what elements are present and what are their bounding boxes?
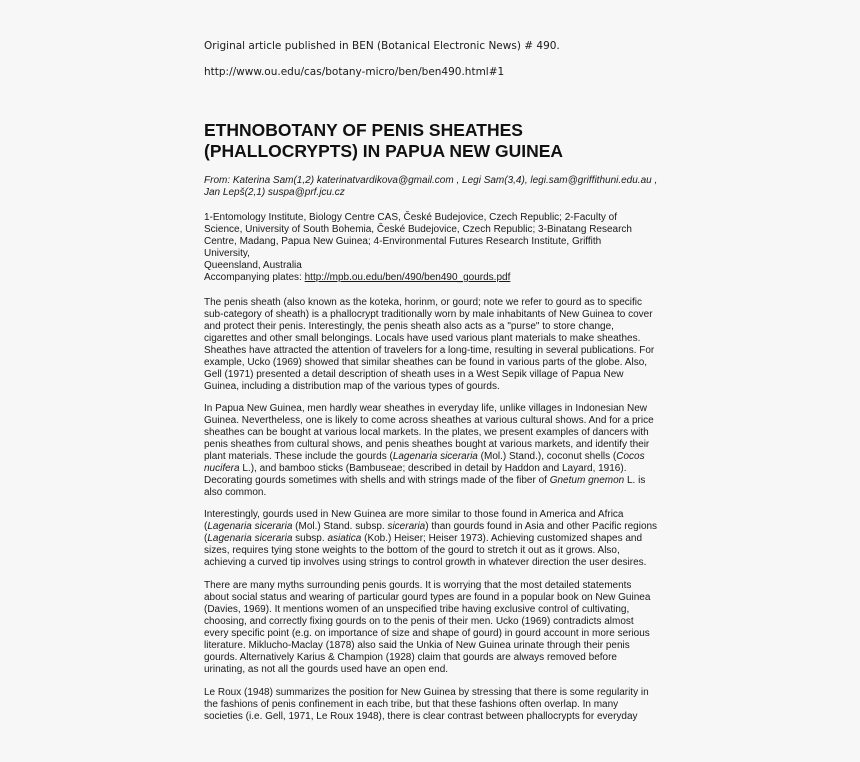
paragraph-line: achieving a curved tip involves using strings to control growth in whatever direction the user desires. [204,557,647,568]
paragraph-line: Guinea, including a distribution map of the various types of gourds. [204,381,500,392]
paragraph-line: about social status and wearing of particular gourd types are found in a popular book on New Guinea [204,592,651,603]
species-name: siceraria [387,521,426,532]
paragraph-line [204,475,654,487]
author-list [204,175,664,199]
paragraph-line: Interestingly, gourds used in New Guinea are more similar to those found in America and Africa [204,509,624,520]
paragraph-line: sizes, requires tying stone weights to the bottom of the gourd to stretch it out as it grows. Also, [204,545,620,556]
text-run: L. is [624,475,646,486]
paragraph-line: gourds. Alternatively Karius & Champion (1928) claim that gourds are always removed before [204,652,617,663]
species-name: Cocos [616,451,645,462]
source-url[interactable]: http://www.ou.edu/cas/botany-micro/ben/ben490.html#1 [204,66,505,78]
text-run: ( [204,521,208,532]
paragraph-3 [204,509,657,569]
source-note: Original article published in BEN (Botanical Electronic News) # 490. [204,40,560,52]
text-run: (Mol.) Stand. subsp. [292,521,388,532]
paragraph-4 [204,580,650,676]
paragraph-line: Guinea. Nevertheless, one is likely to come across sheathes at various cultural shows. And for a price [204,415,654,426]
species-name: Gnetum gnemon [549,475,625,486]
text-run: (Mol.) Stand.), coconut shells ( [477,451,617,462]
affiliation-line-1: 1-Entomology Institute, Biology Centre CAS, České Budejovice, Czech Republic; 2-Faculty of [204,212,617,223]
paragraph-line: example, Ucko (1969) showed that similar sheathes can be found in various parts of the globe. Also, [204,357,648,368]
title-line-2: (PHALLOCRYPTS) IN PAPUA NEW GUINEA [204,141,564,161]
paragraph-line: Gell (1971) presented a detail description of sheath uses in a West Sepik village of Papua New [204,369,624,380]
paragraph-line: Le Roux (1948) summarizes the position for New Guinea by stressing that there is some regularity in [204,687,649,698]
paragraph-line: and protect their penis. Interestingly, the penis sheath also acts as a "purse" to store change, [204,321,614,332]
paragraph-line: choosing, and correctly fixing gourds on to the penis of their men. Ucko (1969) contradicts almost [204,616,634,627]
article-title [204,120,563,162]
paragraph-2 [204,403,654,499]
species-name: nucifera [204,463,240,474]
paragraph-5 [204,687,649,723]
paragraph-line: (Davies, 1969). It mentions women of an unspecified tribe having exclusive control of cultivating, [204,604,630,615]
paragraph-line [204,451,654,463]
title-line-1: ETHNOBOTANY OF PENIS SHEATHES [204,120,523,140]
paragraph-line [204,521,657,533]
paragraph-line: Sheathes have attracted the attention of travelers for a long-time, resulting in several publications. For [204,345,655,356]
paragraph-line [204,533,657,545]
paragraph-line [204,463,654,475]
paragraph-1 [204,297,654,393]
author-line-1: From: Katerina Sam(1,2) katerinatvardikova@gmail.com , Legi Sam(3,4), legi.sam@griffithuni.edu.au , [204,175,658,186]
plates-label: Accompanying plates: [204,272,305,283]
affiliation-line-4: Queensland, Australia [204,260,302,271]
species-name: Lagenaria siceraria [207,521,293,532]
text-run: Decorating gourds sometimes with shells and with strings made of the fiber of [204,475,550,486]
paragraph-line: literature. Miklucho-Maclay (1878) also said the Unkia of New Guinea urinate through their penis [204,640,630,651]
paragraph-line: also common. [204,487,267,498]
paragraph-line: The penis sheath (also known as the koteka, horinm, or gourd; note we refer to gourd as to specific [204,297,643,308]
text-run: (Kob.) Heiser; Heiser 1973). Achieving customized shapes and [361,533,643,544]
author-line-2: Jan Lepš(2,1) suspa@prf.jcu.cz [204,187,345,198]
species-name: asiatica [327,533,362,544]
species-name: Lagenaria siceraria [392,451,478,462]
affiliation-line-3: Centre, Madang, Papua New Guinea; 4-Environmental Futures Research Institute, Griffith University, [204,236,602,259]
accompanying-plates [204,272,510,284]
paragraph-line: sub-category of sheath) is a phallocrypt traditionally worn by male inhabitants of New Guinea to cover [204,309,653,320]
text-run: ) than gourds found in Asia and other Pacific regions [425,521,658,532]
paragraph-line: societies (i.e. Gell, 1971, Le Roux 1948), there is clear contrast between phallocrypts for everyday [204,711,638,722]
paragraph-line: penis sheathes from cultural shows, and penis sheathes bought at various markets, and identify their [204,439,650,450]
plates-link[interactable]: http://mpb.ou.edu/ben/490/ben490_gourds.pdf [304,272,511,283]
paragraph-line: There are many myths surrounding penis gourds. It is worrying that the most detailed statements [204,580,632,591]
text-run: subsp. [292,533,328,544]
paragraph-line: cigarettes and other small belongings. Locals have used various plant materials to make sheathes. [204,333,641,344]
text-run: plant materials. These include the gourds ( [204,451,393,462]
species-name: Lagenaria siceraria [207,533,293,544]
affiliations [204,212,644,272]
paragraph-line: urinating, as not all the gourds used have an open end. [204,664,449,675]
affiliation-line-2: Science, University of South Bohemia, České Budejovice, Czech Republic; 3-Binatang Research [204,224,632,235]
paragraph-line: every specific point (e.g. on importance of size and shape of gourd) in gourd account in more serious [204,628,650,639]
paragraph-line: In Papua New Guinea, men hardly wear sheathes in everyday life, unlike villages in Indonesian New [204,403,648,414]
paragraph-line: the fashions of penis confinement in each tribe, but that these fashions often overlap. In many [204,699,619,710]
text-run: ( [204,533,208,544]
text-run: L.), and bamboo sticks (Bambuseae; described in detail by Haddon and Layard, 1916). [239,463,627,474]
paragraph-line: sheathes can be bought at various local markets. In the plates, we present examples of dancers with [204,427,649,438]
